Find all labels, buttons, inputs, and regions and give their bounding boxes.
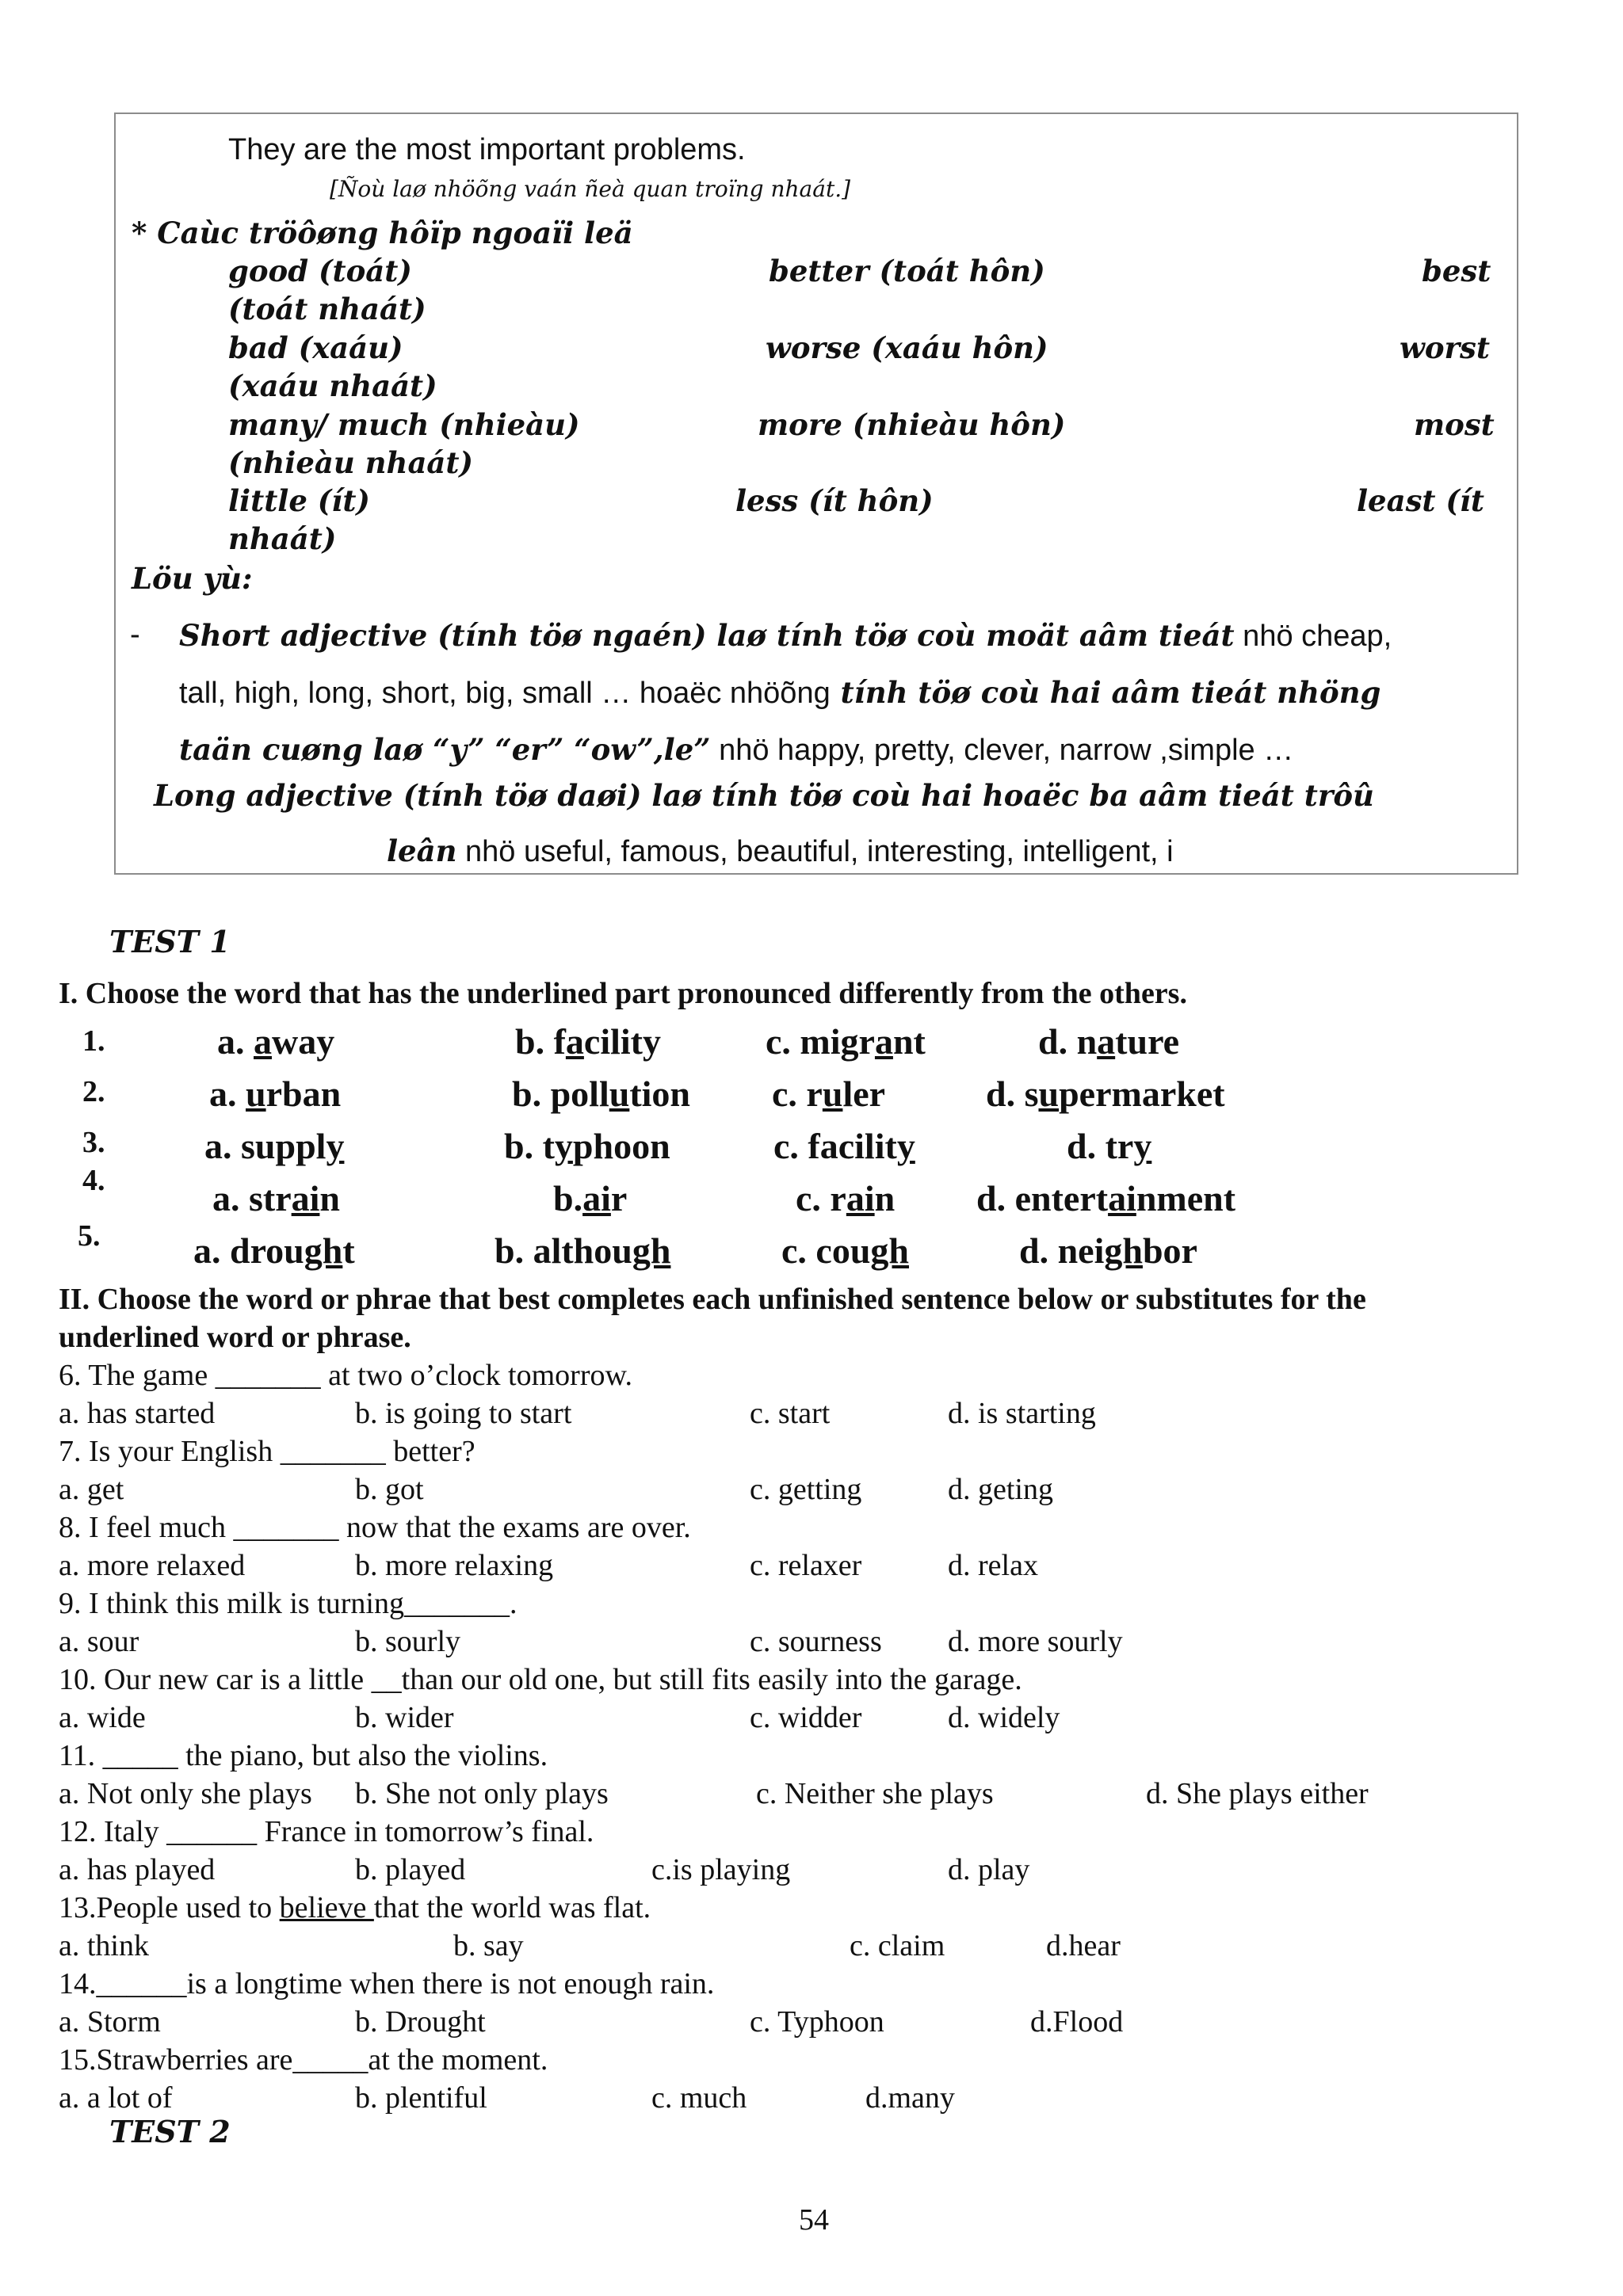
row-good-base: good (toát) [228,254,412,288]
example-sentence: They are the most important problems. [228,133,746,166]
pron-num-1: 1. [82,1024,105,1058]
note-label: Löu yù: [132,561,253,596]
q12-option-d[interactable]: d. play [948,1853,1030,1886]
question-9: 9. I think this milk is turning_______. [59,1587,517,1620]
q10-option-b[interactable]: b. wider [355,1701,454,1734]
q11-option-a[interactable]: a. Not only she plays [59,1777,312,1810]
q9-option-b[interactable]: b. sourly [355,1625,460,1658]
q10-option-a[interactable]: a. wide [59,1701,146,1734]
q6-option-c[interactable]: c. start [750,1397,831,1430]
pron-5-b: b. although [495,1230,671,1271]
pron-num-3: 3. [82,1126,105,1159]
pron-1-d: d. nature [1038,1021,1180,1062]
pron-2-a: a. urban [209,1074,342,1114]
q12-option-b[interactable]: b. played [355,1853,466,1886]
short-adjective-line1 [179,618,1392,654]
row-little-sup: least (ít [1357,483,1485,518]
short-adjective-example: nhö cheap, [1234,620,1392,653]
two-syllable-endings: taän cuøng laø “y” “er” “ow”,le” [179,732,711,767]
row-many-base: many/ much (nhieàu) [228,407,580,442]
pron-2-b: b. pollution [512,1074,691,1114]
q14-option-d[interactable]: d.Flood [1030,2005,1124,2039]
short-adjective-line3 [179,732,1293,768]
pron-5-d: d. neighbor [1019,1230,1197,1271]
q12-option-a[interactable]: a. has played [59,1853,216,1886]
pron-3-a: a. supply [204,1126,345,1166]
pron-4-a: a. strain [212,1178,341,1219]
q15-option-c[interactable]: c. much [651,2081,747,2115]
q10-option-d[interactable]: d. widely [948,1701,1060,1734]
page-number: 54 [799,2203,829,2237]
pron-3-b: b. typhoon [504,1126,670,1166]
q12-option-c[interactable]: c.is playing [651,1853,791,1886]
row-little-comp: less (ít hôn) [735,483,934,518]
question-10: 10. Our new car is a little __than our old one, but still fits easily into the garage. [59,1663,1022,1696]
pron-3-d: d. try [1067,1126,1152,1166]
question-14: 14.______is a longtime when there is not enough rain. [59,1967,715,2000]
q11-option-b[interactable]: b. She not only plays [355,1777,609,1810]
q11-option-d[interactable]: d. She plays either [1146,1777,1369,1810]
q14-option-a[interactable]: a. Storm [59,2005,161,2039]
question-6: 6. The game _______ at two o’clock tomorrow. [59,1359,632,1392]
pron-4-c: c. rain [796,1178,896,1219]
pron-num-4: 4. [82,1164,105,1197]
row-good-sup: best [1422,254,1491,288]
pron-5-c: c. cough [781,1230,910,1271]
row-many-comp: more (nhieàu hôn) [758,407,1066,442]
short-adjective-line2 [179,675,1381,711]
row-good-comp: better (toát hôn) [769,254,1045,288]
question-13: 13.People used to believe that the world was flat. [59,1891,651,1924]
q13-option-d[interactable]: d.hear [1046,1929,1121,1962]
row-little-base: little (ít) [228,483,370,518]
q8-option-d[interactable]: d. relax [948,1549,1038,1582]
question-7: 7. Is your English _______ better? [59,1435,475,1468]
question-15: 15.Strawberries are_____at the moment. [59,2043,548,2077]
q7-option-a[interactable]: a. get [59,1473,124,1506]
pron-1-a: a. away [217,1021,335,1062]
row-many-sup: most [1414,407,1495,442]
pron-num-2: 2. [82,1075,105,1108]
underlined-word: believe [279,1891,374,1924]
short-adjective-definition: Short adjective (tính töø ngaén) laø tính töø coù moät aâm tieát [179,618,1235,653]
test2-title: TEST 2 [109,2114,231,2149]
row-little-sup-meaning: nhaát) [228,521,337,556]
q13-option-c[interactable]: c. claim [850,1929,945,1962]
section2-heading: II. Choose the word or phrae that best completes each unfinished sentence below or substitutes for the [59,1283,1366,1316]
q6-option-d[interactable]: d. is starting [948,1397,1096,1430]
row-bad-comp: worse (xaáu hôn) [766,330,1048,365]
example-translation: [Ñoù laø nhöõng vaán ñeà quan troïng nhaát.] [330,176,851,202]
question-8: 8. I feel much _______ now that the exams are over. [59,1511,691,1544]
section2-heading-cont: underlined word or phrase. [59,1321,411,1354]
q7-option-c[interactable]: c. getting [750,1473,862,1506]
q9-option-c[interactable]: c. sourness [750,1625,882,1658]
pron-5-a: a. drought [193,1230,355,1271]
long-adjective-definition: Long adjective (tính töø daøi) laø tính töø coù hai hoaëc ba aâm tieát trôû [154,778,1374,813]
long-adjective-line2 [387,833,1174,869]
pron-1-b: b. facility [515,1021,661,1062]
irregular-title: * Caùc tröôøng hôïp ngoaïi leä [132,215,633,250]
q10-option-c[interactable]: c. widder [750,1701,862,1734]
pron-3-c: c. facility [773,1126,915,1166]
pron-4-d: d. entertainment [976,1178,1236,1219]
q7-option-d[interactable]: d. geting [948,1473,1053,1506]
pron-2-c: c. ruler [772,1074,886,1114]
section1-heading: I. Choose the word that has the underlined part pronounced differently from the others. [59,977,1187,1010]
q14-option-b[interactable]: b. Drought [355,2005,486,2039]
long-adjective-examples: nhö useful, famous, beautiful, interesting, intelligent, i [456,835,1174,868]
q13-option-b[interactable]: b. say [453,1929,524,1962]
pron-num-5: 5. [78,1219,101,1253]
q6-option-a[interactable]: a. has started [59,1397,216,1430]
two-syllable-examples: nhö happy, pretty, clever, narrow ,simple … [710,734,1294,767]
pron-4-b: b.air [553,1178,628,1219]
q15-option-d[interactable]: d.many [865,2081,955,2115]
q8-option-c[interactable]: c. relaxer [750,1549,862,1582]
q15-option-b[interactable]: b. plentiful [355,2081,487,2115]
two-syllable-definition: tính töø coù hai aâm tieát nhöng [830,675,1381,710]
q14-option-c[interactable]: c. Typhoon [750,2005,884,2039]
q15-option-a[interactable]: a. a lot of [59,2081,173,2115]
q9-option-a[interactable]: a. sour [59,1625,139,1658]
pron-2-d: d. supermarket [986,1074,1225,1114]
row-bad-sup-meaning: (xaáu nhaát) [228,368,437,403]
short-adjective-examples: tall, high, long, short, big, small … hoaëc nhöõng [179,677,831,710]
question-12: 12. Italy ______ France in tomorrow’s final. [59,1815,594,1848]
q11-option-c[interactable]: c. Neither she plays [756,1777,994,1810]
q6-option-b[interactable]: b. is going to start [355,1397,572,1430]
q7-option-b[interactable]: b. got [355,1473,424,1506]
question-11: 11. _____ the piano, but also the violins. [59,1739,548,1772]
row-many-sup-meaning: (nhieàu nhaát) [228,445,474,480]
q8-option-a[interactable]: a. more relaxed [59,1549,246,1582]
q9-option-d[interactable]: d. more sourly [948,1625,1123,1658]
row-bad-sup: worst [1400,330,1490,365]
q13-option-a[interactable]: a. think [59,1929,149,1962]
row-bad-base: bad (xaáu) [228,330,403,365]
q8-option-b[interactable]: b. more relaxing [355,1549,554,1582]
bullet: - [130,618,140,651]
row-good-sup-meaning: (toát nhaát) [228,292,426,326]
long-adjective-definition-end: leân [387,833,457,868]
test1-title: TEST 1 [109,924,231,959]
pron-1-c: c. migrant [766,1021,926,1062]
